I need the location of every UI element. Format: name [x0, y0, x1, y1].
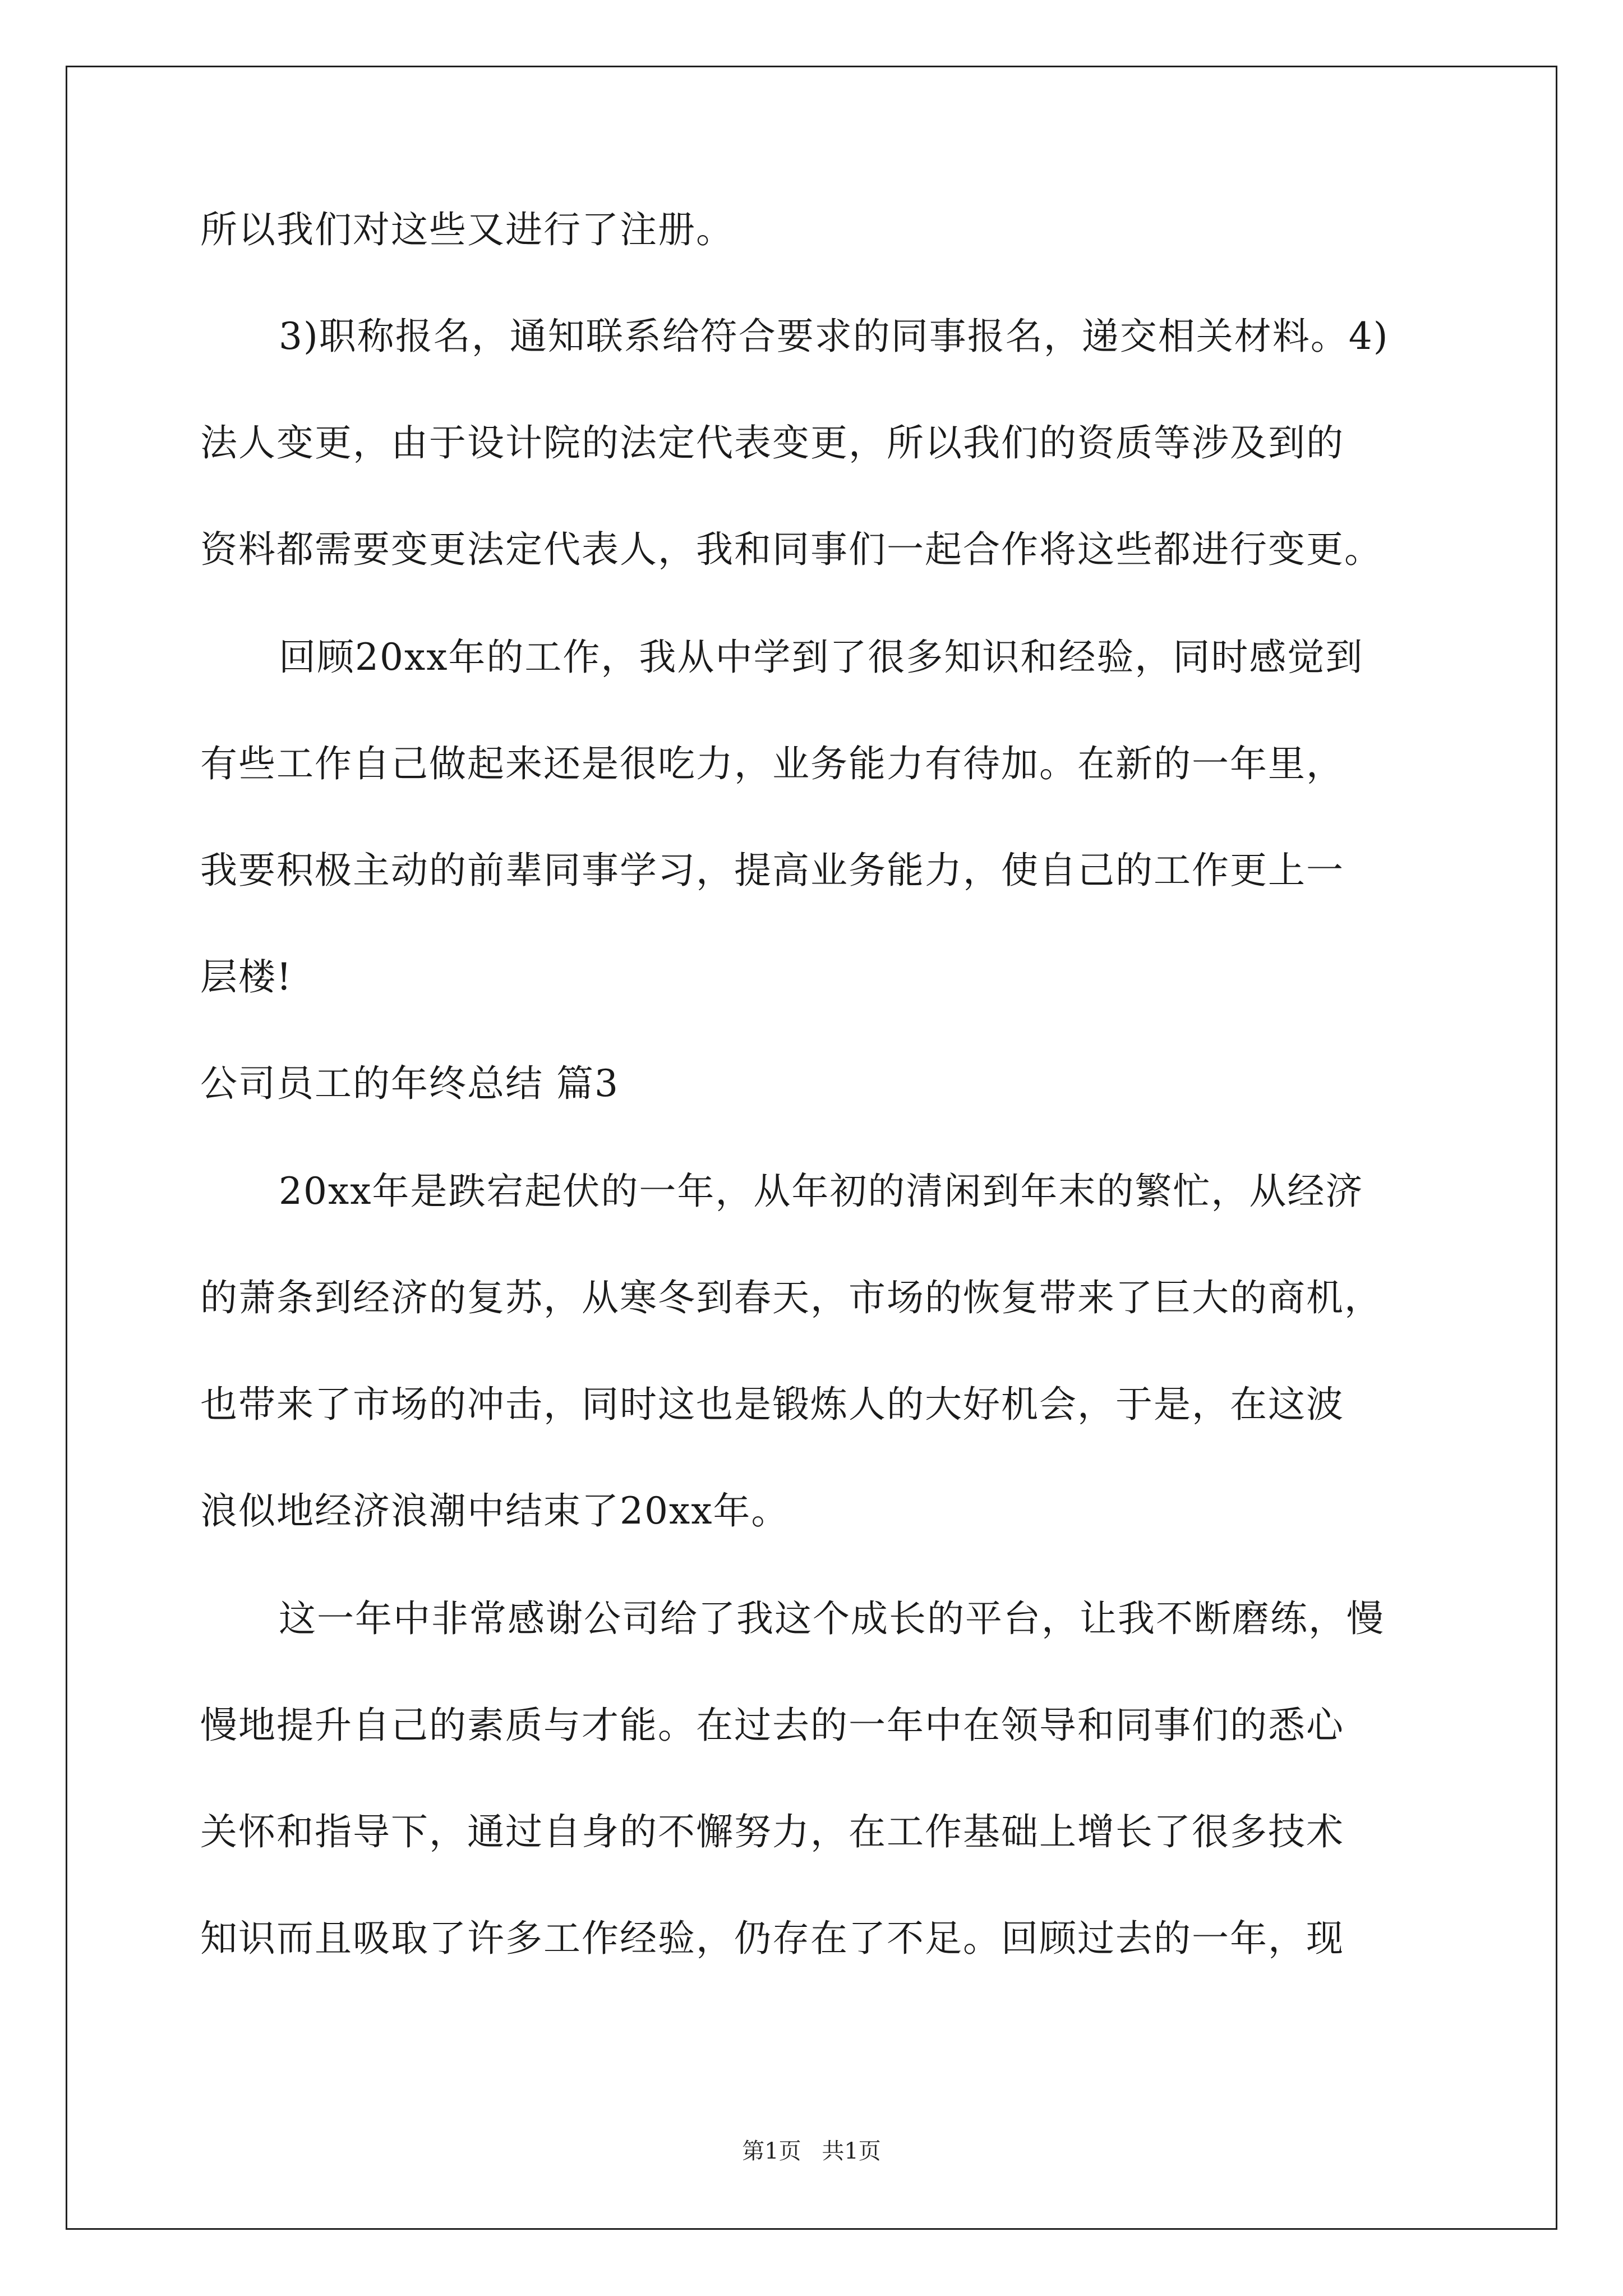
text-line: 资料都需要变更法定代表人，我和同事们一起合作将这些都进行变更。: [200, 528, 1382, 571]
text-line: 回顾20xx年的工作，我从中学到了很多知识和经验，同时感觉到: [279, 636, 1364, 679]
text-line: 层楼!: [200, 955, 293, 999]
section-heading: 公司员工的年终总结 篇3: [200, 1062, 619, 1105]
text-line: 浪似地经济浪潮中结束了20xx年。: [200, 1489, 790, 1533]
text-line: 法人变更，由于设计院的法定代表变更，所以我们的资质等涉及到的: [200, 421, 1344, 464]
text-line: 有些工作自己做起来还是很吃力，业务能力有待加。在新的一年里，: [200, 742, 1344, 785]
text-line: 的萧条到经济的复苏，从寒冬到春天，市场的恢复带来了巨大的商机，: [200, 1276, 1382, 1319]
text-line: 也带来了市场的冲击，同时这也是锻炼人的大好机会，于是，在这波: [200, 1383, 1344, 1426]
text-line: 这一年中非常感谢公司给了我这个成长的平台，让我不断磨练，慢: [279, 1597, 1385, 1640]
text-line: 20xx年是跌宕起伏的一年，从年初的清闲到年末的繁忙，从经济: [279, 1170, 1364, 1213]
text-line: 我要积极主动的前辈同事学习，提高业务能力，使自己的工作更上一: [200, 849, 1344, 892]
text-line: 知识而且吸取了许多工作经验，仍存在了不足。回顾过去的一年，现: [200, 1917, 1344, 1960]
text-line: 所以我们对这些又进行了注册。: [200, 208, 734, 251]
page-number: 第1页 共1页: [742, 2138, 881, 2164]
text-line: 慢地提升自己的素质与才能。在过去的一年中在领导和同事们的悉心: [200, 1704, 1344, 1747]
text-line: 关怀和指导下，通过自身的不懈努力，在工作基础上增长了很多技术: [200, 1810, 1344, 1853]
text-line: 3)职称报名，通知联系给符合要求的同事报名，递交相关材料。4): [279, 315, 1389, 358]
page-border: [66, 66, 1557, 2230]
